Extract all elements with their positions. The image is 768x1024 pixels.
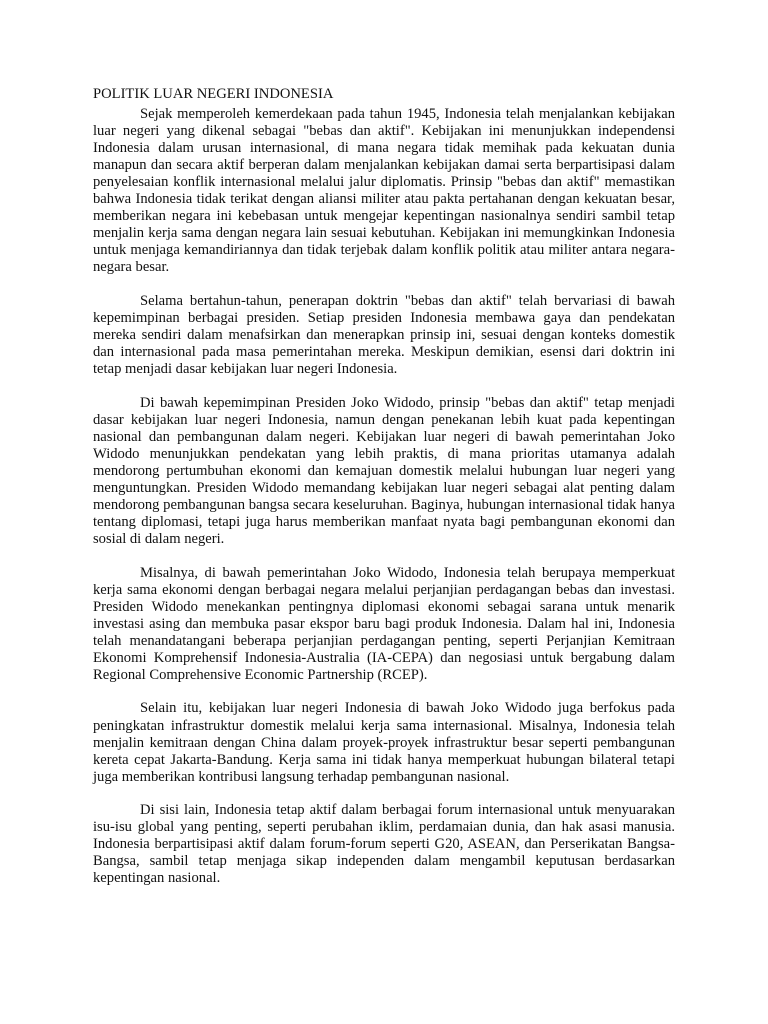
paragraph-6: Di sisi lain, Indonesia tetap aktif dalam berbagai forum internasional untuk menyuarakan isu-isu global yang penting, seperti perubahan iklim, perdamaian dunia, dan hak asasi manusia. Indonesia berpartisipasi aktif dalam forum-forum seperti G20, ASEAN, dan Perserikatan Bangsa-Bangsa, sambil tetap menjaga sikap independen dalam mengambil keputusan berdasarkan kepentingan nasional. — [93, 802, 675, 887]
document-title: POLITIK LUAR NEGERI INDONESIA — [93, 86, 334, 102]
paragraph-3: Di bawah kepemimpinan Presiden Joko Widodo, prinsip "bebas dan aktif" tetap menjadi dasar kebijakan luar negeri Indonesia, namun dengan penekanan lebih kuat pada kepentingan nasional dan pembangunan dalam negeri. Kebijakan luar negeri di bawah pemerintahan Joko Widodo menunjukkan pendekatan yang lebih praktis, di mana prioritas utamanya adalah mendorong pertumbuhan ekonomi dan kemajuan domestik melalui hubungan luar negeri yang menguntungkan. Presiden Widodo memandang kebijakan luar negeri sebagai alat penting dalam mendorong pembangunan bangsa secara keseluruhan. Baginya, hubungan internasional tidak hanya tentang diplomasi, tetapi juga harus memberikan manfaat nyata bagi pembangunan ekonomi dan sosial di dalam negeri. — [93, 394, 675, 548]
paragraph-5: Selain itu, kebijakan luar negeri Indonesia di bawah Joko Widodo juga berfokus pada peningkatan infrastruktur domestik melalui kerja sama internasional. Misalnya, Indonesia telah menjalin kemitraan dengan China dalam proyek-proyek infrastruktur besar seperti pembangunan kereta cepat Jakarta-Bandung. Kerja sama ini tidak hanya memperkuat hubungan bilateral tetapi juga memberikan kontribusi langsung terhadap pembangunan nasional. — [93, 700, 675, 785]
paragraph-2: Selama bertahun-tahun, penerapan doktrin "bebas dan aktif" telah bervariasi di bawah kepemimpinan berbagai presiden. Setiap presiden Indonesia membawa gaya dan pendekatan mereka sendiri dalam menafsirkan dan menerapkan prinsip ini, sesuai dengan konteks domestik dan internasional pada masa pemerintahan mereka. Meskipun demikian, esensi dari doktrin ini tetap menjadi dasar kebijakan luar negeri Indonesia. — [93, 292, 675, 378]
paragraph-4: Misalnya, di bawah pemerintahan Joko Widodo, Indonesia telah berupaya memperkuat kerja sama ekonomi dengan berbagai negara melalui perjanjian perdagangan bebas dan investasi. Presiden Widodo menekankan pentingnya diplomasi ekonomi sebagai sarana untuk menarik investasi asing dan membuka pasar ekspor baru bagi produk Indonesia. Dalam hal ini, Indonesia telah menandatangani beberapa perjanjian perdagangan penting, seperti Perjanjian Kemitraan Ekonomi Komprehensif Indonesia-Australia (IA-CEPA) dan negosiasi untuk bergabung dalam Regional Comprehensive Economic Partnership (RCEP). — [93, 564, 675, 683]
document-page — [93, 86, 675, 904]
paragraph-1: Sejak memperoleh kemerdekaan pada tahun 1945, Indonesia telah menjalankan kebijakan luar negeri yang dikenal sebagai "bebas dan aktif". Kebijakan ini menunjukkan independensi Indonesia dalam urusan internasional, di mana negara tidak memihak pada kekuatan dunia manapun dan secara aktif berperan dalam menjalankan kebijakan damai serta berpartisipasi dalam penyelesaian konflik internasional melalui jalur diplomatis. Prinsip "bebas dan aktif" memastikan bahwa Indonesia tidak terikat dengan aliansi militer atau pakta pertahanan dengan kekuatan besar, memberikan negara ini kebebasan untuk mengejar kepentingan nasionalnya sendiri sambil tetap menjalin kerja sama dengan negara lain sesuai kebutuhan. Kebijakan ini memungkinkan Indonesia untuk menjaga kemandiriannya dan tidak terjebak dalam konflik politik atau militer antara negara-negara besar. — [93, 106, 675, 276]
